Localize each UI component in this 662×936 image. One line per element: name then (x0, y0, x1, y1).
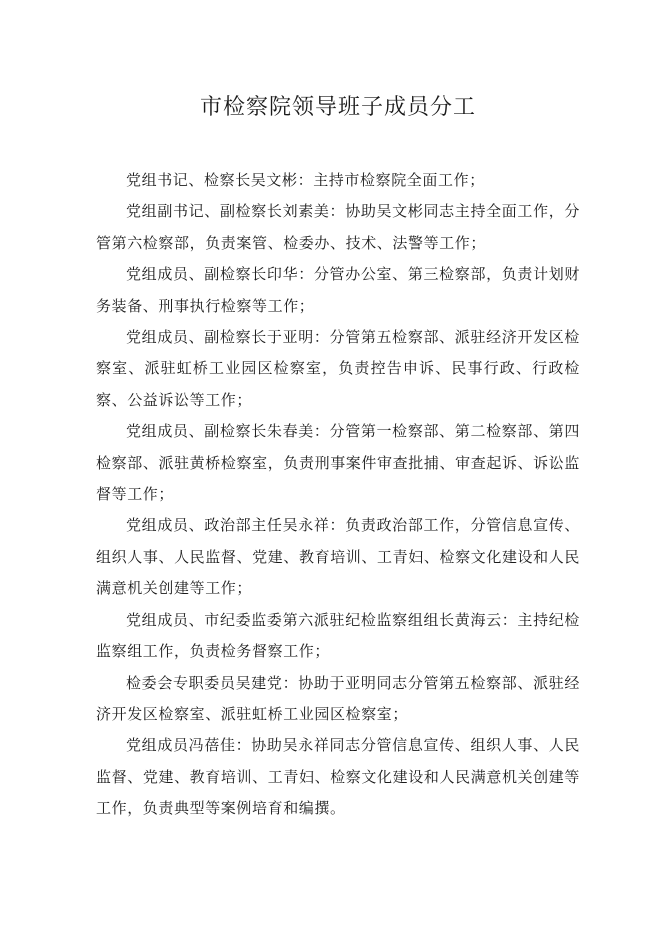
paragraph-8: 检委会专职委员吴建党：协助于亚明同志分管第五检察部、派驻经济开发区检察室、派驻虹桥工业园区检察室； (96, 673, 580, 723)
paragraph-2: 党组副书记、副检察长刘素美：协助吴文彬同志主持全面工作，分管第六检察部，负责案管、检委办、技术、法警等工作； (96, 202, 580, 252)
paragraph-1: 党组书记、检察长吴文彬：主持市检察院全面工作； (126, 171, 485, 189)
document-title: 市检察院领导班子成员分工 (199, 95, 476, 120)
paragraph-4: 党组成员、副检察长于亚明：分管第五检察部、派驻经济开发区检察室、派驻虹桥工业园区检察室，负责控告申诉、民事行政、行政检察、公益诉讼等工作； (96, 328, 580, 409)
paragraph-9: 党组成员冯蓓佳：协助吴永祥同志分管信息宣传、组织人事、人民监督、党建、教育培训、工青妇、检察文化建设和人民满意机关创建等工作，负责典型等案例培育和编撰。 (96, 736, 580, 818)
paragraph-3: 党组成员、副检察长印华：分管办公室、第三检察部，负责计划财务装备、刑事执行检察等工作； (96, 265, 580, 315)
paragraph-6: 党组成员、政治部主任吴永祥：负责政治部工作，分管信息宣传、组织人事、人民监督、党建、教育培训、工青妇、检察文化建设和人民满意机关创建等工作； (96, 516, 580, 598)
paragraph-5: 党组成员、副检察长朱春美：分管第一检察部、第二检察部、第四检察部、派驻黄桥检察室，负责刑事案件审查批捕、审查起诉、诉讼监督等工作； (96, 422, 580, 504)
paragraph-7: 党组成员、市纪委监委第六派驻纪检监察组组长黄海云：主持纪检监察组工作，负责检务督察工作； (96, 610, 580, 661)
document-body (96, 165, 580, 825)
